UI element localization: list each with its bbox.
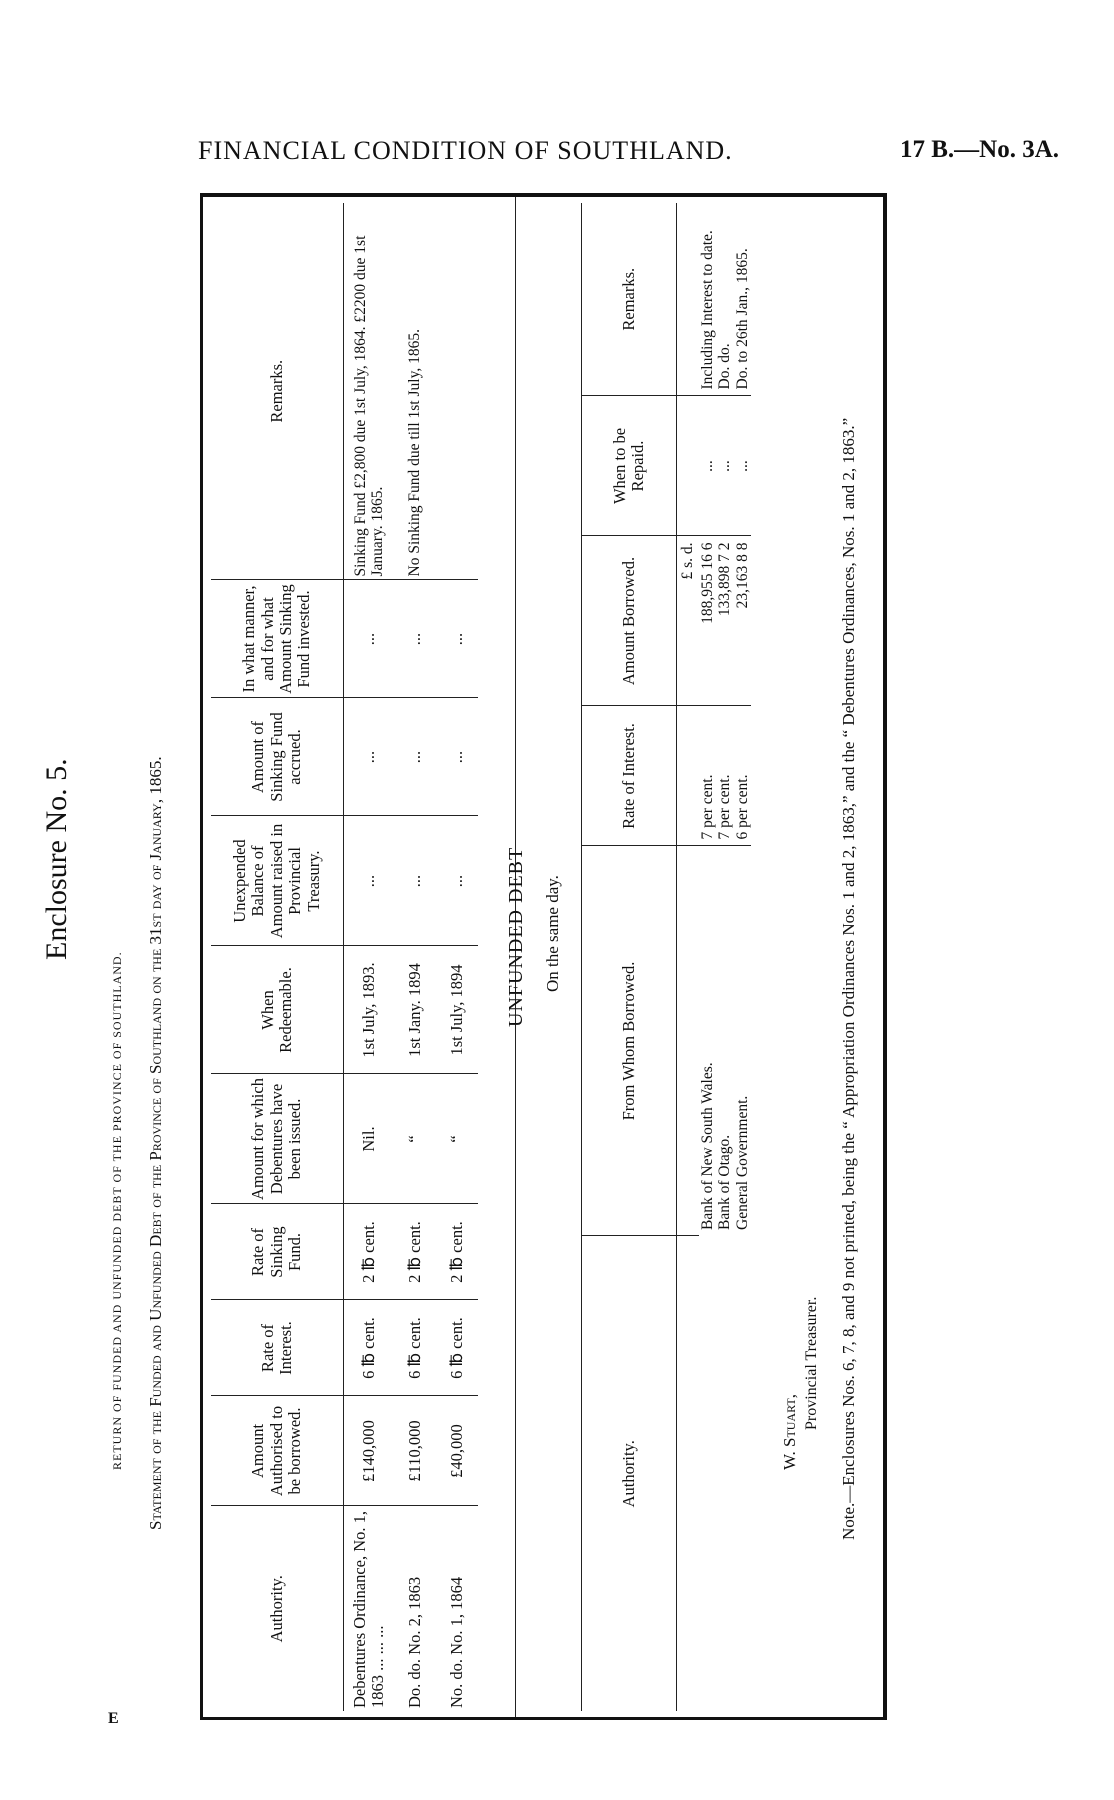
cell-rate-interest: 6 ℔ cent. xyxy=(344,1300,395,1396)
statement-line: Statement of the Funded and Unfunded Debt of the Province of Southland on the 31st day of January, 1865. xyxy=(146,756,165,1530)
cell-rate-interest: 6 ℔ cent. xyxy=(436,1300,478,1396)
cell-redeemable: 1st July, 1893. xyxy=(344,946,395,1074)
cell-rate: 7 per cent. xyxy=(699,706,716,846)
enclosure-subtitle: RETURN OF FUNDED AND UNFUNDED DEBT OF THE PROVINCE OF SOUTHLAND. xyxy=(110,951,124,1470)
cell-unexpended: ... xyxy=(436,816,478,946)
cell-issued: Nil. xyxy=(344,1074,395,1204)
cell-rate-interest: 6 ℔ cent. xyxy=(394,1300,436,1396)
debt-return-frame xyxy=(200,193,887,1720)
cell-accrued: ... xyxy=(344,698,395,816)
cell-rate-sinking: 2 ℔ cent. xyxy=(436,1204,478,1300)
funded-debt-table xyxy=(211,203,478,1711)
funded-table-header xyxy=(211,203,344,1711)
cell-rate: 7 per cent. xyxy=(716,706,733,846)
cell-authority: No. do. No. 1, 1864 xyxy=(446,1576,466,1708)
page-header-title: FINANCIAL CONDITION OF SOUTHLAND. xyxy=(198,136,733,165)
enclosure-title: Enclosure No. 5. xyxy=(40,758,73,960)
cell-repaid: ... xyxy=(734,396,751,536)
cell-invested: ... xyxy=(344,580,395,698)
cell-authority: Debentures Ordinance, No. 1, 1863 ... ... ... xyxy=(349,1510,387,1708)
signatory-name: W. Stuart, xyxy=(780,1394,799,1470)
table-row xyxy=(344,203,395,1711)
cell-authority: Do. do. No. 2, 1863 xyxy=(404,1576,424,1708)
cell-issued: “ xyxy=(436,1074,478,1204)
footnote: Note.—Enclosures Nos. 6, 7, 8, and 9 not printed, being the “ Appropriation Ordinances Nos. 1 and 2, 1863,” and the “ Debentures Ordinances, Nos. 1 and 2, 1863.” xyxy=(839,417,858,1540)
table-row xyxy=(436,203,478,1711)
cell-repaid: ... xyxy=(699,396,716,536)
cell-rate: 6 per cent. xyxy=(734,706,751,846)
col-rate-interest: Rate of Interest. xyxy=(582,706,677,846)
cell-unexpended: ... xyxy=(344,816,395,946)
col-amount-authorised: Amount Authorised to be borrowed. xyxy=(211,1396,344,1506)
cell-issued: “ xyxy=(394,1074,436,1204)
cell-amount: 188,955 16 6 xyxy=(699,536,716,706)
cell-remarks: Do. to 26th Jan., 1865. xyxy=(734,203,751,396)
table-row xyxy=(394,203,436,1711)
col-rate-sinking: Rate of Sinking Fund. xyxy=(211,1204,344,1300)
currency-header: £ s. d. xyxy=(677,536,700,706)
col-authority: Authority. xyxy=(211,1506,344,1711)
col-when-repaid: When to be Repaid. xyxy=(582,396,677,536)
col-remarks: Remarks. xyxy=(582,203,677,396)
col-authority: Authority. xyxy=(582,1236,677,1711)
signatory-title: Provincial Treasurer. xyxy=(803,1296,820,1430)
col-sinking-invested: In what manner, and for what Amount Sinking Fund invested. xyxy=(211,580,344,698)
cell-remarks xyxy=(436,203,478,580)
col-from-whom: From Whom Borrowed. xyxy=(582,846,677,1236)
unfunded-debt-title: UNFUNDED DEBT xyxy=(505,846,527,1027)
col-rate-interest: Rate of Interest. xyxy=(211,1300,344,1396)
cell-rate-sinking: 2 ℔ cent. xyxy=(394,1204,436,1300)
cell-lender: Bank of New South Wales. xyxy=(699,1062,716,1230)
cell-unexpended: ... xyxy=(394,816,436,946)
cell-invested: ... xyxy=(436,580,478,698)
margin-mark: E xyxy=(108,1710,119,1727)
col-debentures-issued: Amount for which Debentures have been issued. xyxy=(211,1074,344,1204)
cell-remarks: Do. do. xyxy=(716,203,733,396)
col-amount-borrowed: Amount Borrowed. xyxy=(582,536,677,706)
page-reference: 17 B.—No. 3A. xyxy=(900,136,1060,163)
cell-rate-sinking: 2 ℔ cent. xyxy=(344,1204,395,1300)
cell-remarks: No Sinking Fund due till 1st July, 1865. xyxy=(394,203,436,580)
cell-amount: £110,000 xyxy=(394,1396,436,1506)
col-unexpended-balance: Unexpended Balance of Amount raised in Provincial Treasury. xyxy=(211,816,344,946)
cell-redeemable: 1st Jany. 1894 xyxy=(394,946,436,1074)
cell-amount: £140,000 xyxy=(344,1396,395,1506)
cell-remarks: Sinking Fund £2,800 due 1st July, 1864. £2200 due 1st January. 1865. xyxy=(344,203,395,580)
col-remarks: Remarks. xyxy=(211,203,344,580)
cell-amount: 23,163 8 8 xyxy=(734,536,751,706)
cell-amount: 133,898 7 2 xyxy=(716,536,733,706)
rotated-enclosure xyxy=(0,20,1114,1720)
cell-remarks: Including Interest to date. xyxy=(699,203,716,396)
cell-invested: ... xyxy=(394,580,436,698)
cell-accrued: ... xyxy=(436,698,478,816)
cell-redeemable: 1st July, 1894 xyxy=(436,946,478,1074)
cell-authority-empty xyxy=(677,1236,752,1711)
cell-lender: Bank of Otago. xyxy=(716,1134,734,1230)
col-sinking-accrued: Amount of Sinking Fund accrued. xyxy=(211,698,344,816)
cell-lender: General Government. xyxy=(733,1095,751,1230)
unfunded-table-header xyxy=(582,203,677,1711)
col-when-redeemable: When Redeemable. xyxy=(211,946,344,1074)
unfunded-debt-subtitle: On the same day. xyxy=(543,875,562,992)
cell-repaid: ... xyxy=(716,396,733,536)
unfunded-debt-table xyxy=(581,203,751,1711)
cell-accrued: ... xyxy=(394,698,436,816)
table-row xyxy=(677,203,700,1711)
cell-amount: £40,000 xyxy=(436,1396,478,1506)
